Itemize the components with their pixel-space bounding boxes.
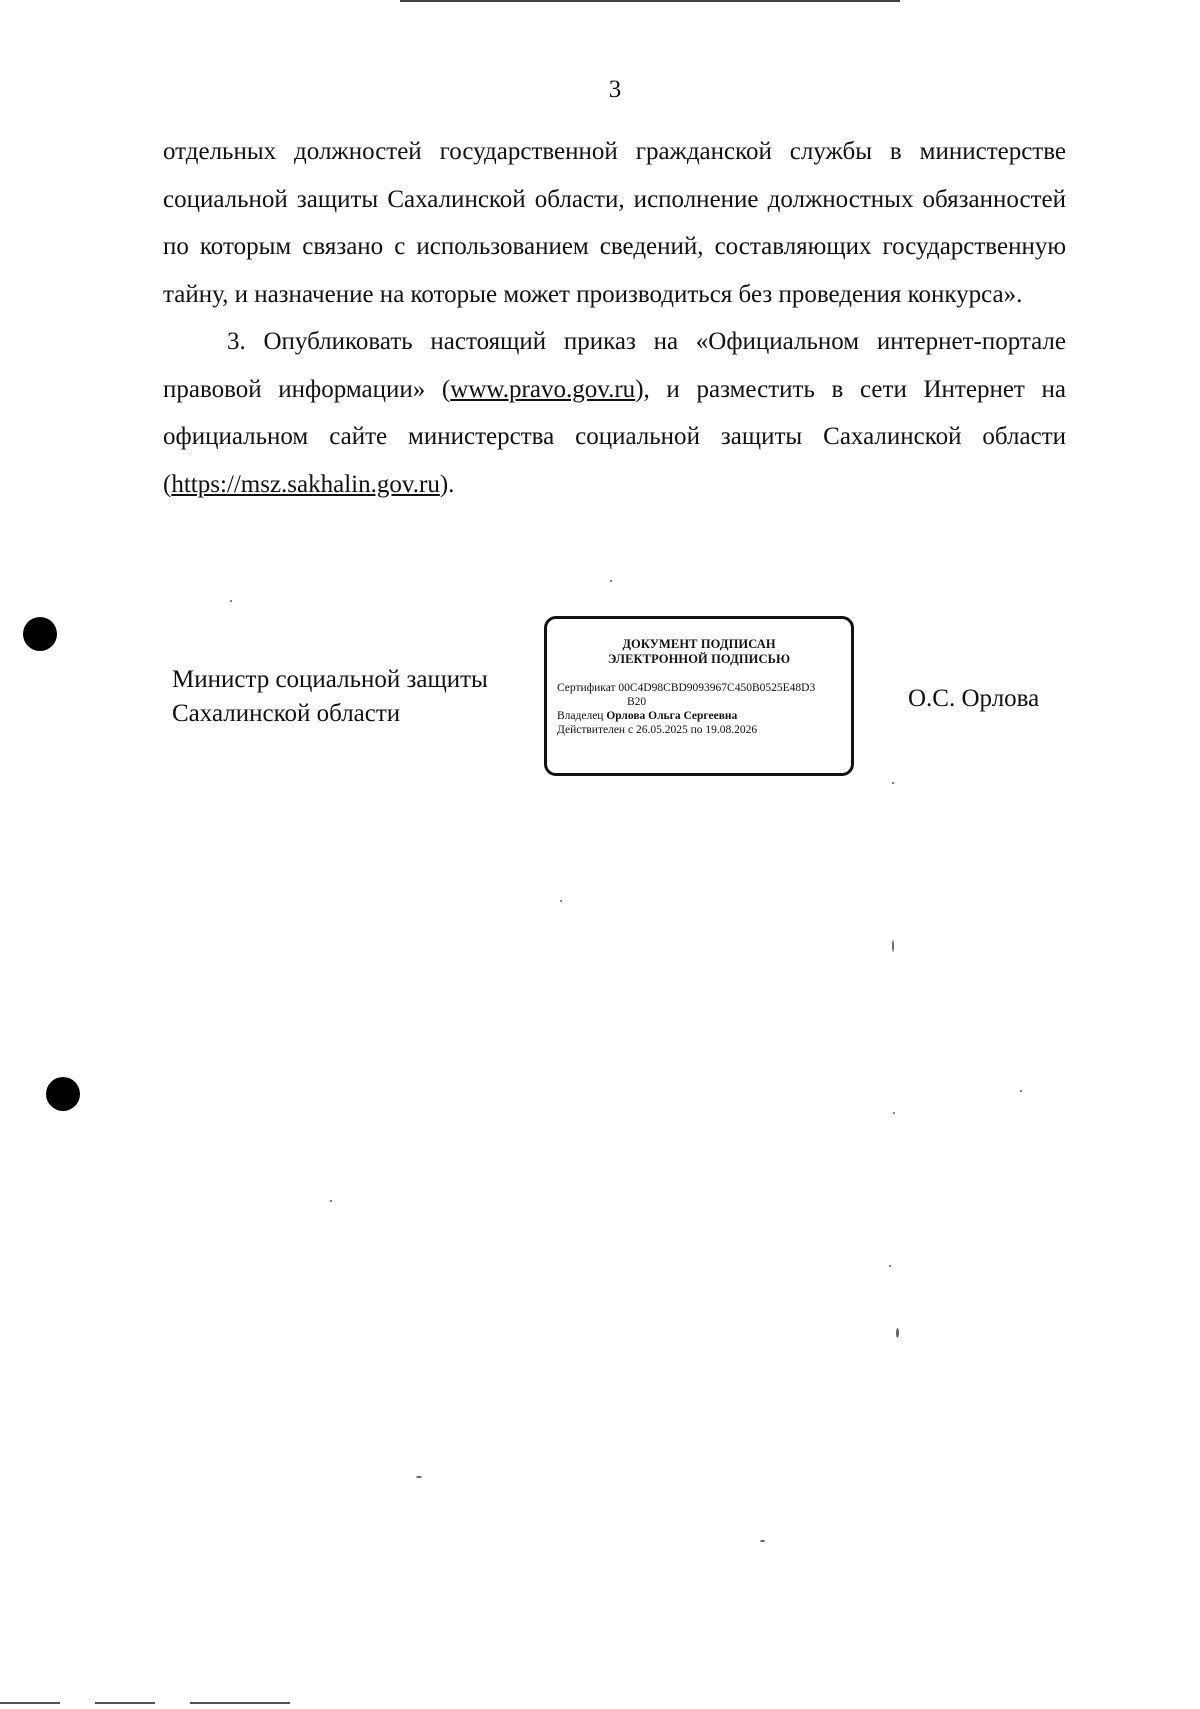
page-number: 3 xyxy=(608,76,622,103)
stamp-owner-label: Владелец xyxy=(557,710,604,722)
scan-speck xyxy=(560,900,562,902)
paragraph-2-text-2: ), и разместить в сети Интернет на официальном сайте министерства социальной защиты Сахалинской области ( xyxy=(163,375,1067,498)
paragraph-2-text-1: 3. Опубликовать настоящий приказ на «Официальном интернет-портале правовой информации» ( xyxy=(163,328,1066,403)
signer-title xyxy=(172,663,488,731)
scan-speck xyxy=(896,1328,899,1338)
scan-speck xyxy=(892,782,894,784)
body-text xyxy=(163,128,1066,508)
stamp-header-line-2: ЭЛЕКТРОННОЙ ПОДПИСЬЮ xyxy=(607,652,791,666)
bottom-edge-line xyxy=(0,1702,60,1704)
signer-title-line-1: Министр социальной защиты xyxy=(172,666,488,693)
top-edge-line xyxy=(400,0,900,2)
scan-speck xyxy=(610,580,612,582)
scan-speck xyxy=(1020,1090,1022,1092)
stamp-certificate xyxy=(557,681,841,709)
paragraph-2 xyxy=(163,318,1066,508)
scan-speck xyxy=(230,600,232,602)
stamp-owner xyxy=(557,709,841,723)
bottom-edge-line xyxy=(95,1702,155,1704)
stamp-certificate-label: Сертификат xyxy=(557,682,616,694)
msz-link[interactable]: https://msz.sakhalin.gov.ru xyxy=(171,470,440,498)
punch-hole xyxy=(23,617,57,651)
punch-hole xyxy=(46,1077,80,1111)
scan-speck xyxy=(760,1540,765,1542)
electronic-signature-stamp xyxy=(544,616,854,776)
signer-name: О.С. Орлова xyxy=(908,685,1040,712)
scan-speck xyxy=(892,940,894,952)
stamp-owner-name: Орлова Ольга Сергеевна xyxy=(606,710,738,722)
scan-speck xyxy=(416,1476,422,1478)
stamp-validity: Действителен с 26.05.2025 по 19.08.2026 xyxy=(557,724,758,736)
signer-title-line-2: Сахалинской области xyxy=(172,700,401,727)
stamp-header xyxy=(557,637,841,667)
stamp-header-line-1: ДОКУМЕНТ ПОДПИСАН xyxy=(622,637,776,651)
stamp-certificate-value: 00C4D98CBD9093967C450B0525E48D3 xyxy=(618,682,816,694)
pravo-link[interactable]: www.pravo.gov.ru xyxy=(450,375,636,403)
paragraph-1: отдельных должностей государственной гражданской службы в министерстве социальной защиты Сахалинской области, исполнение должностных обязанностей по которым связано с использованием сведений, составляющих государственную тайну, и назначение на которые может производиться без проведения конкурса». xyxy=(163,138,1066,308)
paragraph-2-text-3: ). xyxy=(439,470,455,498)
bottom-edge-line xyxy=(190,1702,290,1704)
scan-speck xyxy=(893,1112,895,1114)
stamp-certificate-value-cont: B20 xyxy=(627,696,647,708)
scan-speck xyxy=(330,1200,332,1202)
scan-speck xyxy=(889,1265,891,1267)
